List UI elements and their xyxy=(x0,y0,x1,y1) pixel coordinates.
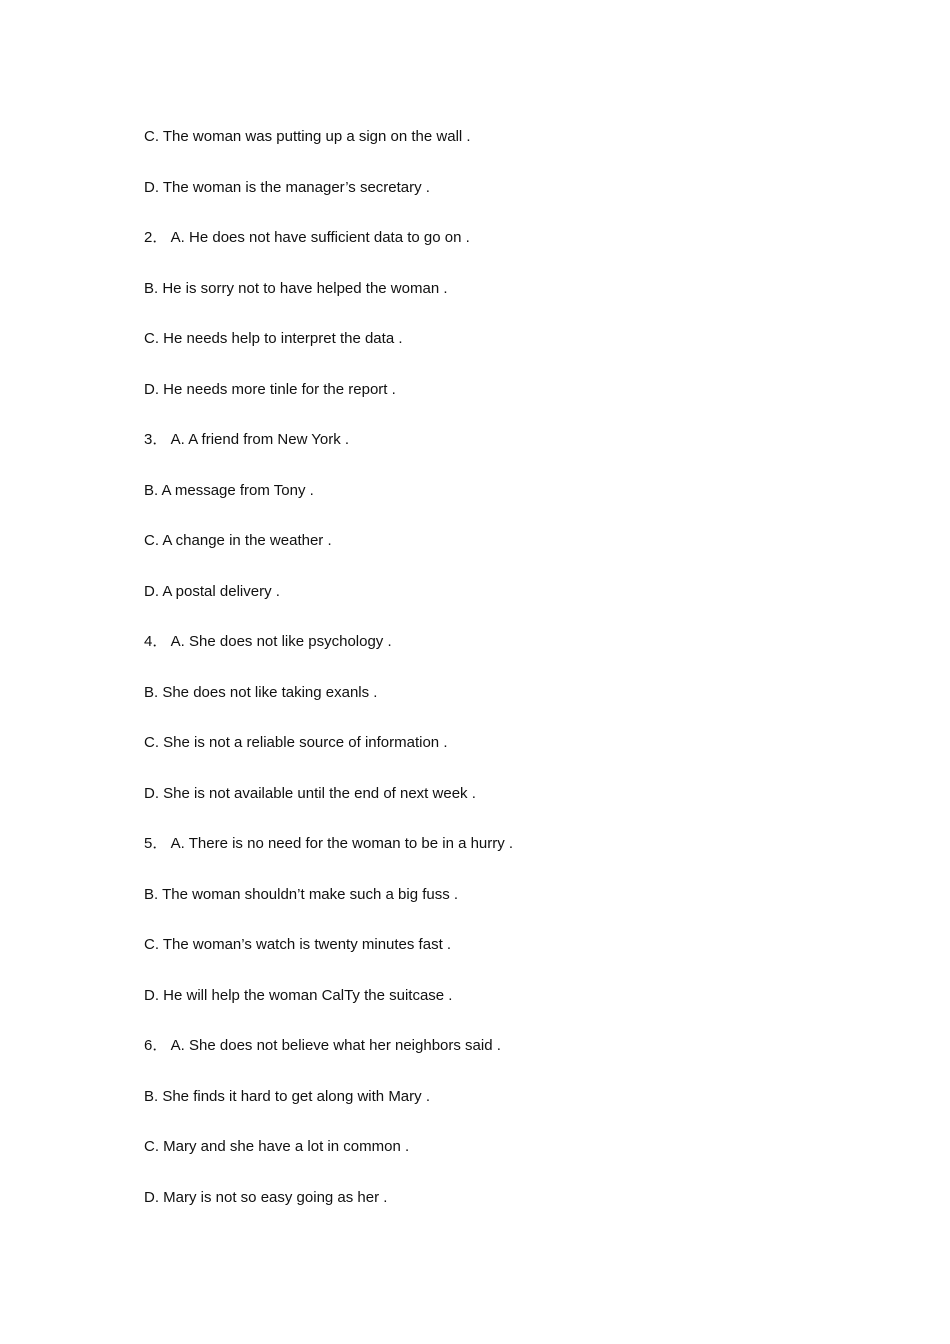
question-line: 3． A. A friend from New York . xyxy=(144,431,350,448)
option-line: C. The woman’s watch is twenty minutes fast . xyxy=(144,936,452,953)
option-line: D. He will help the woman CalTy the suitcase . xyxy=(144,986,453,1004)
option-line: D. A postal delivery . xyxy=(144,582,280,600)
option-line: C. A change in the weather . xyxy=(144,532,332,549)
option-line: B. The woman shouldn’t make such a big fuss . xyxy=(144,885,459,903)
option-line: B. She does not like taking exanls . xyxy=(144,683,378,701)
answer-options-list xyxy=(144,127,904,1238)
option-line: C. He needs help to interpret the data . xyxy=(144,330,403,347)
option-line: B. She finds it hard to get along with Mary . xyxy=(144,1087,430,1105)
option-line: D. He needs more tinle for the report . xyxy=(144,380,396,398)
option-line: C. Mary and she have a lot in common . xyxy=(144,1138,410,1155)
question-line: 2． A. He does not have sufficient data to go on . xyxy=(144,229,470,246)
option-line: D. The woman is the manager’s secretary . xyxy=(144,178,430,196)
option-line: B. A message from Tony . xyxy=(144,481,314,499)
option-line: C. The woman was putting up a sign on the wall . xyxy=(144,128,471,145)
question-line: 6． A. She does not believe what her neighbors said . xyxy=(144,1037,501,1054)
option-line: D. She is not available until the end of next week . xyxy=(144,784,476,802)
option-line: D. Mary is not so easy going as her . xyxy=(144,1188,388,1206)
question-line: 5． A. There is no need for the woman to be in a hurry . xyxy=(144,835,514,852)
question-line: 4． A. She does not like psychology . xyxy=(144,633,392,650)
option-line: C. She is not a reliable source of information . xyxy=(144,734,448,751)
option-line: B. He is sorry not to have helped the woman . xyxy=(144,279,448,297)
